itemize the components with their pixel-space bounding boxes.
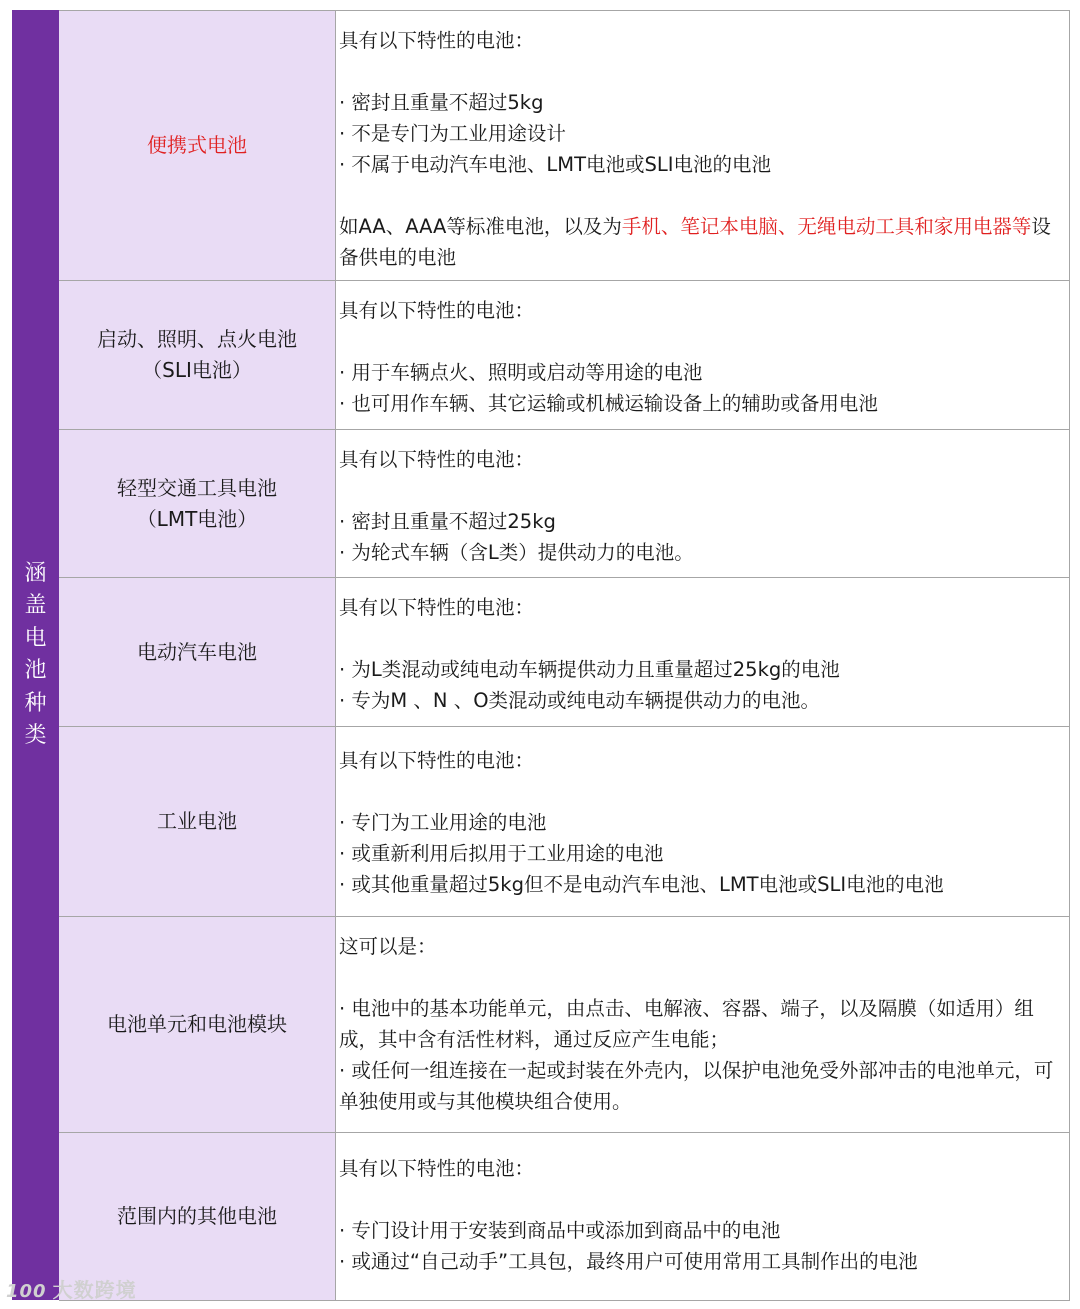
description-cell: [336, 430, 1070, 577]
battery-types-table: [59, 10, 1070, 1300]
description-title: 这可以是：: [339, 935, 437, 958]
description-cell: [336, 281, 1070, 429]
note-prefix: 如AA、AAA等标准电池，以及为: [339, 215, 622, 238]
description-item: · 专门设计用于安装到商品中或添加到商品中的电池: [339, 1219, 781, 1242]
sidebar-category-header: [12, 10, 59, 1300]
category-label: 启动、照明、点火电池: [97, 327, 297, 351]
table-row-lmt: [59, 430, 1070, 578]
description-item: · 或其他重量超过5kg但不是电动汽车电池、LMT电池或SLI电池的电池: [339, 873, 944, 896]
description-item: · 用于车辆点火、照明或启动等用途的电池: [339, 361, 703, 384]
watermark-logo-icon: 100: [6, 1281, 47, 1302]
description-item: · 密封且重量不超过25kg: [339, 510, 556, 533]
category-cell: [59, 281, 336, 429]
description-item: · 为L类混动或纯电动车辆提供动力且重量超过25kg的电池: [339, 658, 840, 681]
description-cell: [336, 917, 1070, 1132]
description-item: · 不属于电动汽车电池、LMT电池或SLI电池的电池: [339, 153, 771, 176]
description-title: 具有以下特性的电池：: [339, 448, 535, 471]
category-label: 轻型交通工具电池: [117, 475, 277, 500]
description-item: · 电池中的基本功能单元，由点击、电解液、容器、端子，以及隔膜（如适用）组成，其中含有活性材料，通过反应产生电能；: [339, 997, 1034, 1051]
table-row-ev: [59, 578, 1070, 727]
description-note: [339, 211, 1059, 273]
description-title: 具有以下特性的电池：: [339, 29, 535, 52]
description-cell: [336, 578, 1070, 726]
note-suffix: 设备供电的电池: [339, 215, 1051, 269]
category-label: 电动汽车电池: [137, 639, 257, 664]
table-row-industrial: [59, 727, 1070, 917]
category-sublabel: （SLI电池）: [142, 358, 252, 382]
description-cell: [336, 1133, 1070, 1300]
description-item: · 专门为工业用途的电池: [339, 811, 547, 834]
category-cell: [59, 917, 336, 1132]
category-cell: [59, 578, 336, 726]
description-title: 具有以下特性的电池：: [339, 1157, 535, 1180]
description-item: · 或任何一组连接在一起或封装在外壳内，以保护电池免受外部冲击的电池单元，可单独使用或与其他模块组合使用。: [339, 1059, 1054, 1113]
table-row-cells-modules: [59, 917, 1070, 1133]
description-title: 具有以下特性的电池：: [339, 299, 535, 322]
description-item: · 密封且重量不超过5kg: [339, 91, 544, 114]
note-highlight: 手机、笔记本电脑、无绳电动工具和家用电器等: [621, 215, 1032, 238]
description-item: · 也可用作车辆、其它运输或机械运输设备上的辅助或备用电池: [339, 392, 878, 415]
category-cell: [59, 430, 336, 577]
description-title: 具有以下特性的电池：: [339, 749, 535, 772]
category-label: 便携式电池: [147, 133, 247, 157]
description-item: · 或重新利用后拟用于工业用途的电池: [339, 842, 664, 865]
description-item: · 或通过“自己动手”工具包，最终用户可使用常用工具制作出的电池: [339, 1250, 918, 1273]
category-sublabel: （LMT电池）: [136, 506, 258, 531]
description-title: 具有以下特性的电池：: [339, 596, 535, 619]
table-row-sli: [59, 281, 1070, 430]
category-cell: [59, 727, 336, 916]
category-label: 范围内的其他电池: [117, 1204, 277, 1228]
watermark: [6, 1274, 137, 1303]
description-item: · 为轮式车辆（含L类）提供动力的电池。: [339, 541, 694, 564]
battery-types-table-wrapper: [12, 10, 1070, 1300]
description-cell: [336, 11, 1070, 280]
description-cell: [336, 727, 1070, 916]
description-item: · 不是专门为工业用途设计: [339, 122, 566, 145]
table-row-other: [59, 1133, 1070, 1301]
table-row-portable: [59, 11, 1070, 281]
category-cell: [59, 11, 336, 280]
category-label: 工业电池: [157, 809, 237, 833]
category-label: 电池单元和电池模块: [107, 1012, 287, 1036]
description-item: · 专为M 、N 、O类混动或纯电动车辆提供动力的电池。: [339, 689, 821, 712]
watermark-text: 大数跨境: [52, 1278, 137, 1302]
sidebar-label: 涵盖电池种类: [24, 560, 47, 748]
